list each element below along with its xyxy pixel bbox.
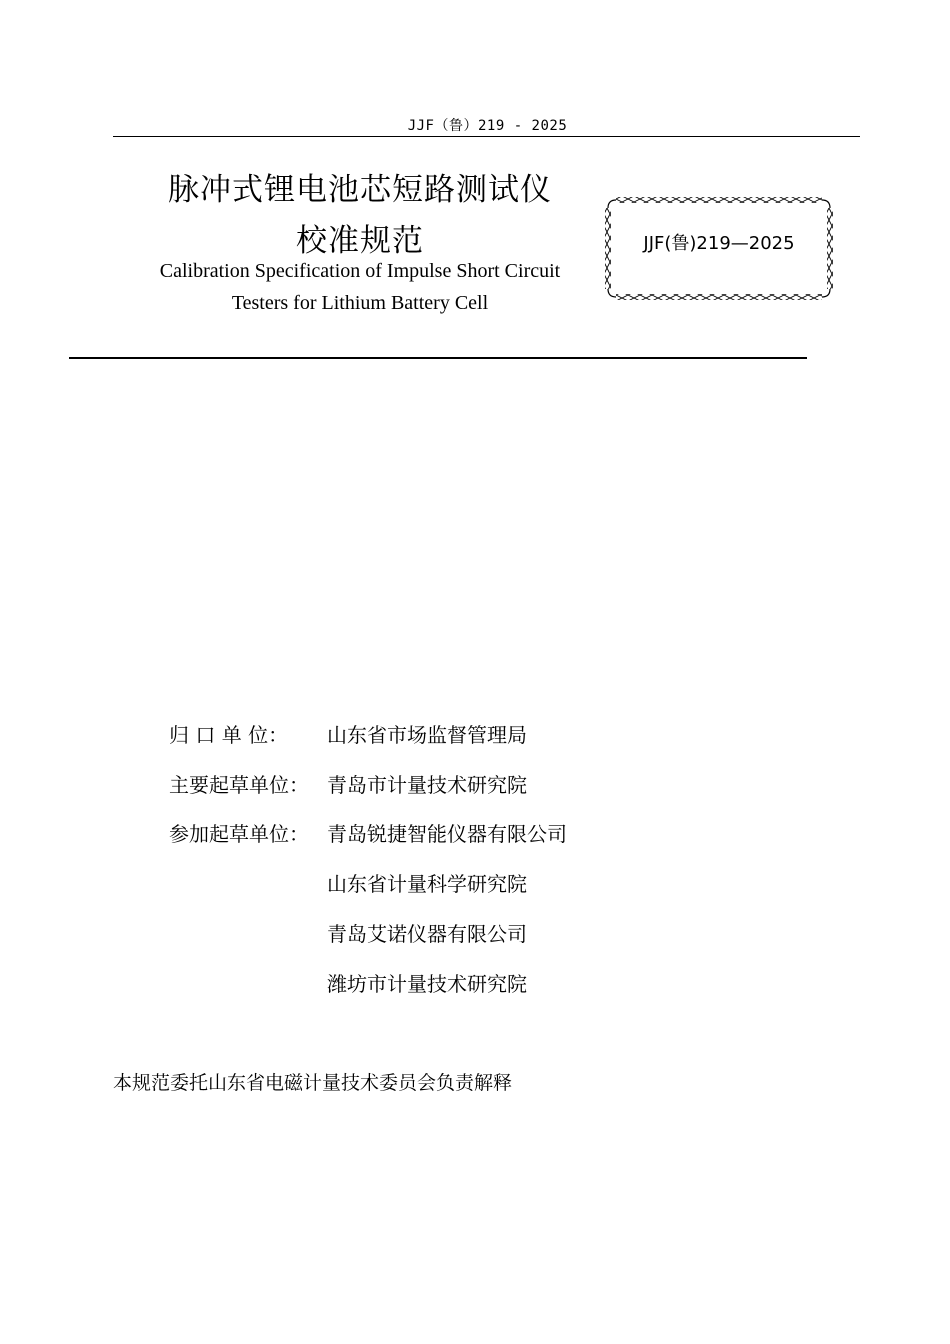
unit-value: 潍坊市计量技术研究院 — [327, 972, 527, 996]
unit-row-participating-drafter — [169, 819, 567, 849]
standard-code-box-text: JJF(鲁)219—2025 — [643, 233, 795, 254]
title-chinese-line-1: 脉冲式锂电池芯短路测试仪 — [168, 172, 552, 208]
unit-value: 青岛艾诺仪器有限公司 — [327, 922, 527, 946]
interpretation-note: 本规范委托山东省电磁计量技术委员会负责解释 — [113, 1072, 513, 1094]
unit-row-participating-drafter-3 — [169, 919, 527, 949]
unit-label: 主要起草单位： — [169, 773, 309, 797]
unit-row-participating-drafter-2 — [169, 869, 527, 899]
unit-label: 参加起草单位： — [169, 822, 309, 846]
unit-row-responsible — [169, 720, 527, 750]
unit-row-main-drafter — [169, 770, 527, 800]
title-chinese-line-2: 校准规范 — [296, 223, 424, 259]
standard-code-box — [604, 196, 834, 301]
unit-value: 山东省市场监督管理局 — [327, 723, 527, 747]
unit-value: 青岛市计量技术研究院 — [327, 773, 527, 797]
unit-row-participating-drafter-4 — [169, 969, 527, 999]
title-english-line-2: Testers for Lithium Battery Cell — [231, 292, 489, 314]
unit-value: 山东省计量科学研究院 — [327, 872, 527, 896]
unit-label: 归 口 单 位： — [169, 723, 289, 747]
title-english-line-1: Calibration Specification of Impulse Short Circuit — [159, 260, 561, 282]
header-divider — [113, 136, 860, 137]
main-divider — [69, 357, 807, 359]
header-standard-code: JJF（鲁）219 - 2025 — [407, 118, 568, 134]
unit-value: 青岛锐捷智能仪器有限公司 — [327, 822, 567, 846]
